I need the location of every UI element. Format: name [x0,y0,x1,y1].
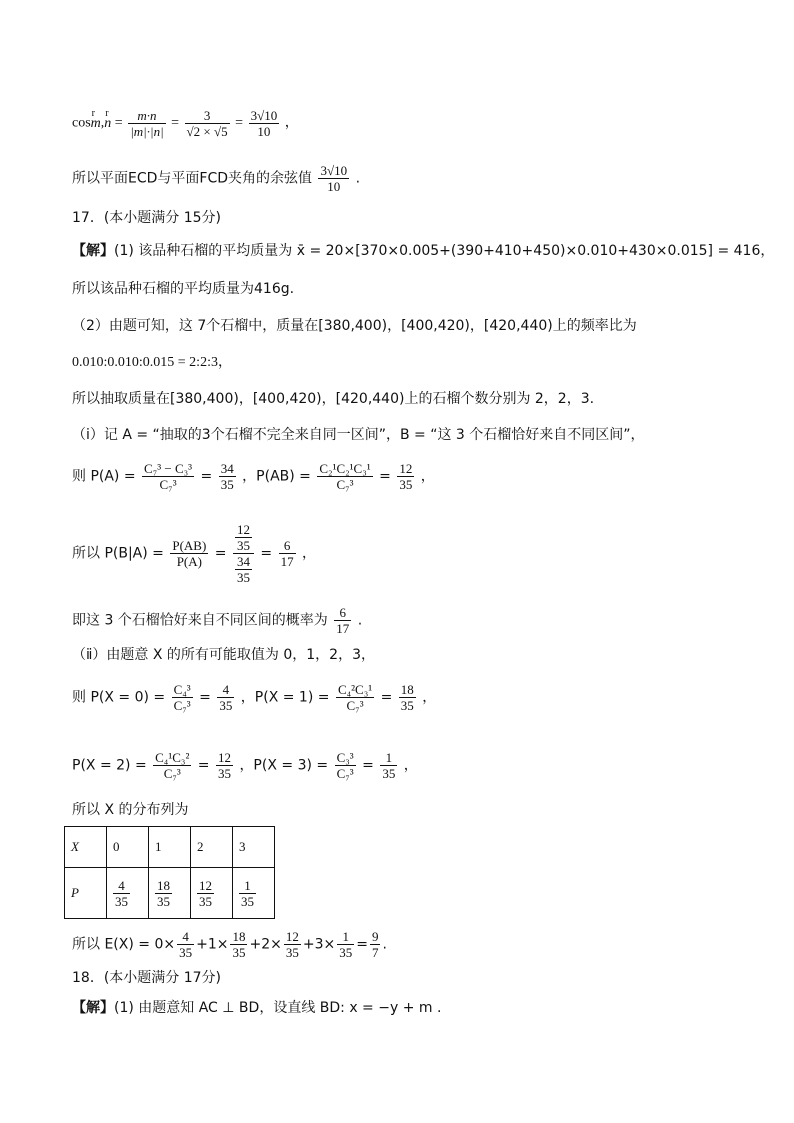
solution-tag: 【解】 [72,243,114,259]
q17-average: 所以该品种石榴的平均质量为416g. [72,281,295,297]
text: 则 P(X = 0) = [72,689,166,706]
fraction-3sqrt10-over-10: $\frac{3√10}{10}$ [250,108,278,139]
table-cell: 1 [149,827,191,868]
text: (1) 由题意知 AC ⊥ BD，设直线 BD: x = −y + m . [114,1000,442,1016]
equals: = [171,115,180,131]
text: 即这 3 个石榴恰好来自不同区间的概率为 [72,612,328,629]
q17-part1 [72,241,774,261]
table-cell: P [65,868,107,919]
pa-pab-line [72,461,435,492]
table-cell [233,868,275,919]
table-row [65,868,275,919]
q17-events: （ⅰ）记 A = “抽取的3个石榴不完全来自同一区间”，B = “这 3 个石榴恰好来自不同区间”， [72,427,645,443]
table-cell [107,868,149,919]
fraction: $\frac{18}{35}$ [157,877,170,909]
text: 所以 E(X) = 0× [72,936,176,953]
text: 则 P(A) = [72,468,136,485]
q17-ratio: 0.010:0.010:0.015 = 2:2:3， [72,355,232,370]
table-row [65,827,275,868]
cos-label: cos [72,115,91,131]
fraction: $\frac{\text{C₄²C₃¹}}{\text{C₇³}}$ [337,682,373,713]
text: ，P(X = 3) = [239,757,329,774]
text: P(X = 2) = [72,757,147,774]
fraction: $\frac{6}{17}$ [336,605,350,636]
fraction: $\frac{\text{C₄¹C₃²}}{\text{C₇³}}$ [155,750,190,781]
fraction-3-over-sqrt: $\frac{3}{√2 \times √5}$ [186,108,228,139]
punct: . [355,170,361,187]
equals: = [114,115,123,131]
text: +2× [249,936,282,953]
fraction: $\frac{1}{35}$ [241,877,254,909]
fraction: $\frac{34}{35}$ [220,461,234,492]
equals: = [380,689,393,706]
vector-n: r n [104,114,111,134]
equals: = [199,689,211,706]
equals: = [260,545,273,562]
fraction: $\frac{12}{35}$ [199,877,212,909]
fraction: $\frac{1}{35}$ [339,929,353,960]
x-values-line: （ⅱ）由题意 X 的所有可能取值为 0，1，2，3， [72,647,375,663]
table-cell [149,868,191,919]
fraction: $\frac{9}{7}$ [371,929,379,960]
text: +3× [302,936,336,953]
punct: ， [420,468,435,485]
fraction: $\frac{18}{35}$ [400,682,414,713]
distribution-caption: 所以 X 的分布列为 [72,802,189,818]
fraction: $\frac{6}{17}$ [280,538,294,569]
table-cell [191,868,233,919]
punct: . [357,612,363,629]
q17-header: 17．(本小题满分 15分) [72,210,222,226]
px01-line [72,682,436,713]
equals: = [235,115,244,131]
table-cell: 0 [107,827,149,868]
q18-header: 18．(本小题满分 17分) [72,970,222,986]
text: (1) 该品种石榴的平均质量为 x̄ = 20×[370×0.005+(390+410+450)×0.010+430×0.015] = 416， [114,243,775,259]
pba-line [72,522,316,585]
punct: ， [302,545,317,562]
text: +1× [196,936,229,953]
solution-tag: 【解】 [72,1000,114,1016]
equals: = [214,545,227,562]
punct: ， [284,115,299,131]
punct: ， [403,757,418,774]
text: ，P(X = 1) = [240,689,330,706]
cos-formula-line: cosr m,r n = $\frac{m\cdot n}{|m|\cdot|n|}$ = $\frac{3}{√2 \times √5}$ = $\frac{3√10}{10}$ ， [72,108,299,139]
text: 所以平面ECD与平面FCD夹角的余弦值 [72,170,313,187]
distribution-table [64,826,275,919]
expectation-line [72,929,387,960]
fraction-cosine: $\frac{3√10}{10}$ [320,163,348,194]
fraction: $\frac{\text{C₄³}}{\text{C₇³}}$ [173,682,191,713]
table-cell: 2 [191,827,233,868]
fraction: $\frac{12}{35}$ [217,750,231,781]
text: = [356,936,368,953]
fraction: $\frac{4}{35}$ [219,682,233,713]
table-cell: X [65,827,107,868]
equals: = [379,468,391,485]
fraction: $\frac{\text{C₃³}}{\text{C₇³}}$ [336,750,354,781]
prob-line [72,605,362,636]
equals: = [362,757,374,774]
fraction: $\frac{18}{35}$ [232,929,246,960]
fraction: $\frac{\text{C₂¹C₂¹C₃¹}}{\text{C₇³}}$ [319,461,371,492]
fraction: $\frac{P(AB)}{P(A)}$ [172,538,207,569]
q17-part2: （2）由题可知，这 7个石榴中，质量在[380,400)，[400,420)，[420,440)上的频率比为 [72,318,637,334]
fraction: $\frac{4}{35}$ [179,929,193,960]
px23-line [72,750,418,781]
fraction: $\frac{1}{35}$ [382,750,396,781]
punct: ， [422,689,437,706]
fraction: $\frac{12}{35}$ [399,461,413,492]
q17-counts: 所以抽取质量在[380,400)，[400,420)，[420,440)上的石榴个数分别为 2，2，3. [72,391,595,407]
q18-part1 [72,998,441,1018]
table-cell: 3 [233,827,275,868]
text: ，P(AB) = [242,468,311,485]
text: 所以 P(B|A) = [72,545,164,562]
vector-m: r m [91,114,101,134]
fraction: $\frac{\text{C₇³ − C₃³}}{\text{C₇³}}$ [144,461,193,492]
equals: = [200,468,213,485]
fraction-mn: $\frac{m\cdot n}{|m|\cdot|n|}$ [130,108,164,139]
fraction: $\frac{12}{35}$ [285,929,299,960]
plane-angle-line [72,163,360,194]
equals: = [197,757,210,774]
fraction: $\frac{4}{35}$ [115,877,128,909]
punct: . [382,936,387,953]
compound-fraction: $\frac{\frac{12}{35}}{\frac{34}{35}}$ [233,522,254,585]
